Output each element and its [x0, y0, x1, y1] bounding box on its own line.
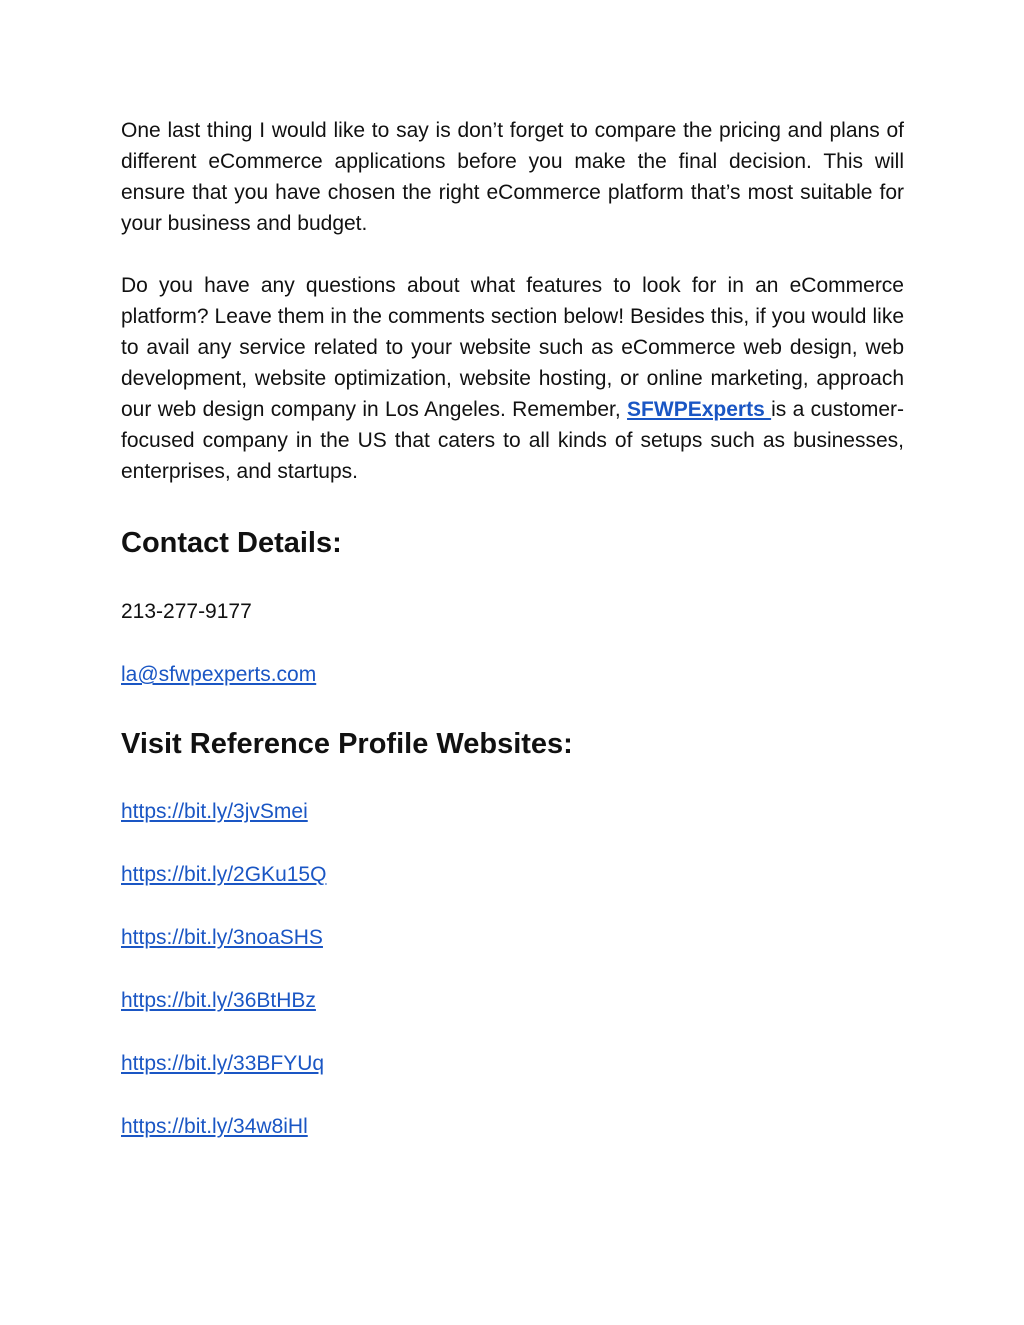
sfwpexperts-link[interactable]: SFWPExperts	[627, 398, 772, 421]
reference-link-5[interactable]: https://bit.ly/33BFYUq	[121, 1052, 325, 1075]
reference-link-1[interactable]: https://bit.ly/3jvSmei	[121, 800, 308, 823]
list-item	[121, 922, 904, 985]
reference-link-2[interactable]: https://bit.ly/2GKu15Q	[121, 863, 327, 886]
reference-websites-heading: Visit Reference Profile Websites:	[121, 728, 573, 760]
questions-text-before: Do you have any questions about what features to look for in an eCommerce platform? Leave them in the comments section below! Besides this, if you would like to avail any service related to your website such as eCommerce web design, web development, website optimization, website hosting, or online marketing, approach our web design company in Los Angeles. Remember,	[121, 274, 904, 421]
reference-link-4[interactable]: https://bit.ly/36BtHBz	[121, 989, 316, 1012]
contact-details-heading: Contact Details:	[121, 527, 342, 559]
reference-link-3[interactable]: https://bit.ly/3noaSHS	[121, 926, 323, 949]
closing-paragraph: One last thing I would like to say is don’t forget to compare the pricing and plans of different eCommerce applications before you make the final decision. This will ensure that you have chosen the right eCommerce platform that’s most suitable for your business and budget.	[121, 119, 904, 235]
email-link[interactable]: la@sfwpexperts.com	[121, 663, 317, 686]
questions-paragraph	[121, 270, 904, 487]
list-item	[121, 1111, 904, 1174]
questions-text-after: is a customer-focused company in the US that caters to all kinds of setups such as businesses, enterprises, and startups.	[121, 398, 904, 483]
list-item	[121, 796, 904, 859]
reference-links-list	[121, 796, 904, 1174]
list-item	[121, 985, 904, 1048]
list-item	[121, 1048, 904, 1111]
reference-link-6[interactable]: https://bit.ly/34w8iHl	[121, 1115, 308, 1138]
document-page	[121, 115, 904, 1174]
list-item	[121, 859, 904, 922]
phone-number: 213-277-9177	[121, 600, 252, 623]
